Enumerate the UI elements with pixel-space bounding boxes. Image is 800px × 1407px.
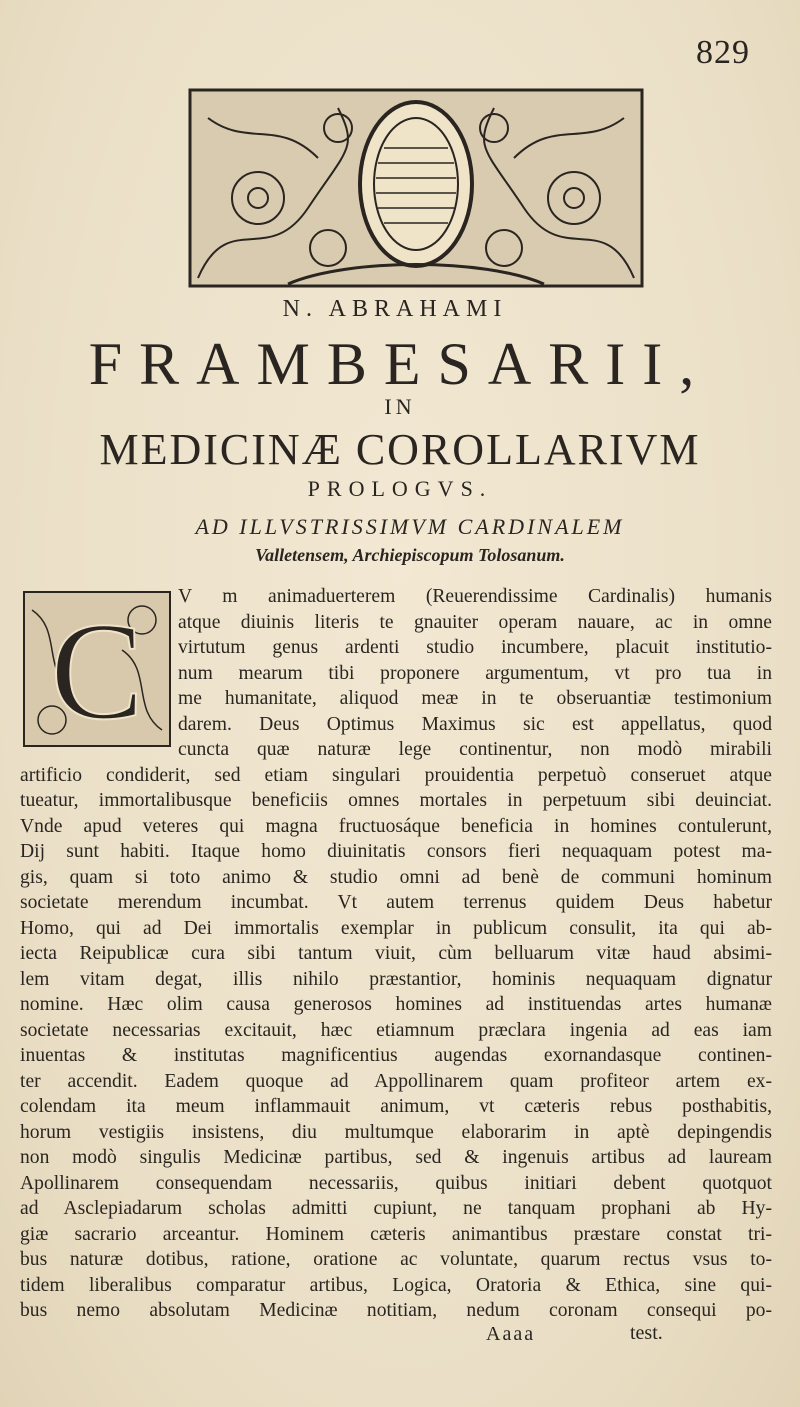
signature-mark: Aaaa (486, 1323, 536, 1345)
body-line: cuncta quæ naturæ lege continentur, non modò mirabili (178, 739, 772, 760)
dedication-line: AD ILLVSTRISSIMVM CARDINALEM (195, 514, 625, 539)
body-line: Apollinarem consequendam necessariis, quibus initiari debent quotquot (20, 1172, 772, 1194)
body-line: non modò singulis Medicinæ partibus, sed & ingenuis artibus ad lauream (20, 1147, 772, 1168)
body-line: atque diuinis literis te gnauiter operam nauare, ac in omne (178, 611, 772, 633)
body-line: Dij sunt habiti. Itaque homo diuinitatis consors fieri nequaquam potest ma- (20, 841, 772, 862)
body-line: lem vitam degat, illis nihilo præstantior, hominis nequaquam dignatur (20, 968, 772, 990)
author-line: N. ABRAHAMI (282, 296, 508, 322)
body-line: virtutum genus ardenti studio incumbere, placuit institutio- (178, 637, 772, 658)
body-line: nomine. Hæc olim causa generosos homines ad instituendas artes humanæ (20, 994, 772, 1015)
body-line: V m animaduerterem (Reuerendissime Cardinalis) humanis (178, 586, 772, 607)
page-number: 829 (696, 34, 750, 71)
body-line: giæ sacrario arceantur. Hominem cæteris animantibus præstare constat tri- (20, 1223, 772, 1245)
body-line: tueatur, immortalibusque beneficiis omnes mortales in perpetuum sibi deuinciat. (20, 790, 772, 811)
body-line: artificio condiderit, sed etiam singulari prouidentia perpetuò conseruet atque (20, 764, 772, 786)
body-line: societate necessarias excitauit, hæc etiamnum præclara ingenia ad eas iam (20, 1019, 772, 1041)
body-line: Vnde apud veteres qui magna fructuosáque beneficia in homines contulerunt, (20, 815, 772, 837)
work-title: MEDICINÆ COROLLARIVM (99, 425, 701, 474)
decorated-initial-c (22, 590, 172, 748)
author-surname: FRAMBESARII, (88, 331, 712, 397)
title-in: IN (384, 394, 416, 419)
body-line: num mearum tibi proponere argumentum, vt pro tua in (178, 662, 772, 684)
body-line: iecta Reipublicæ cura sibi tantum viuit, cùm belluarum vitæ haud absimi- (20, 943, 772, 964)
body-line: gis, quam si toto animo & studio omni ad benè de communi hominum (20, 866, 772, 888)
body-line: tidem liberalibus comparatur artibus, Logica, Oratoria & Ethica, sine qui- (20, 1274, 772, 1296)
dedication-place: Valletensem, Archiepiscopum Tolosanum. (255, 545, 565, 565)
body-line: ter accendit. Eadem quoque ad Appollinarem quam profiteor artem ex- (20, 1070, 772, 1092)
body-line: darem. Deus Optimus Maximus sic est appellatus, quod (178, 713, 772, 735)
svg-text:C: C (50, 594, 144, 748)
body-line: colendam ita meum inflammauit animum, vt cæteris rebus posthabitis, (20, 1096, 772, 1117)
body-line: Homo, qui ad Dei immortalis exemplar in publicum consulit, ita qui ab- (20, 917, 772, 939)
body-line: horum vestigiis insistens, diu multumque elaborarim in aptè depingendis (20, 1121, 772, 1143)
body-line: inuentas & institutas magnificentius augendas exornandasque continen- (20, 1045, 772, 1066)
body-line: ad Asclepiadarum scholas admitti cupiunt, ne tanquam prophani ab Hy- (20, 1198, 772, 1219)
body-line: me humanitate, aliquod meæ in te obseruantiæ testimonium (178, 688, 772, 709)
body-line: bus naturæ dotibus, ratione, oratione ac voluntate, quarum rectus vsus to- (20, 1249, 772, 1270)
catchword: test. (630, 1322, 663, 1344)
body-line: bus nemo absolutam Medicinæ notitiam, nedum coronam consequi po- (20, 1300, 772, 1321)
body-line: societate merendum incumbat. Vt autem terrenus quidem Deus habetur (20, 892, 772, 913)
prologue-heading: PROLOGVS. (307, 476, 493, 501)
ornamental-headpiece (188, 88, 644, 288)
